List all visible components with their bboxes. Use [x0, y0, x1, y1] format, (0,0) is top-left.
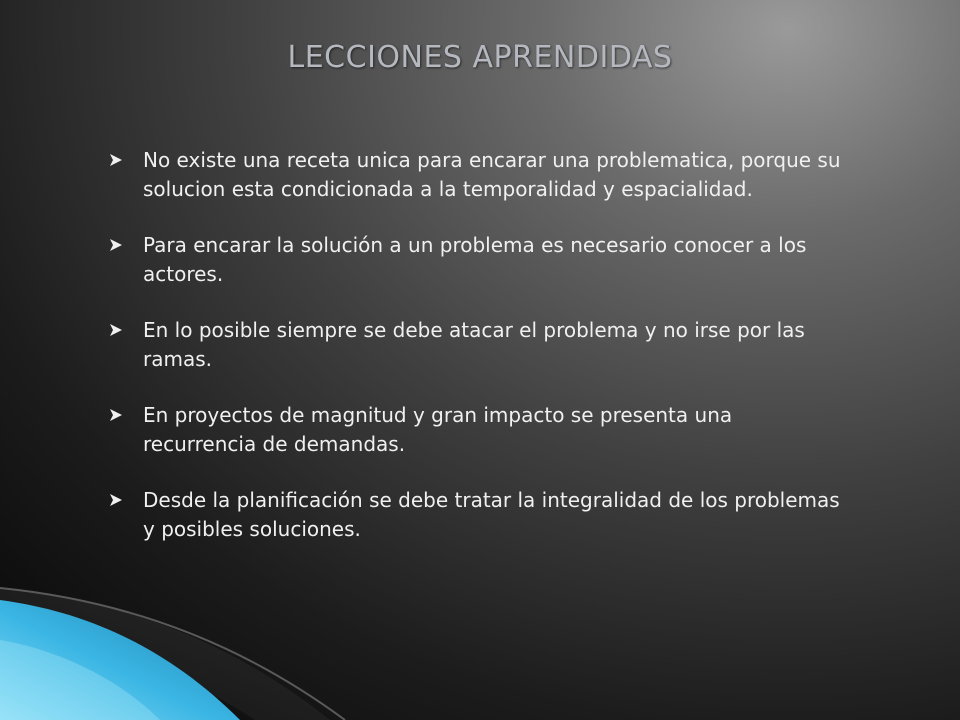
bullet-item [106, 146, 846, 203]
bullet-text: Desde la planificación se debe tratar la integralidad de los problemas y posibles soluciones. [143, 488, 840, 541]
arrowhead-bullet-icon [109, 146, 133, 175]
slide-title: LECCIONES APRENDIDAS [287, 40, 673, 75]
arrowhead-bullet-icon [109, 316, 133, 345]
bullet-text: En lo posible siempre se debe atacar el problema y no irse por las ramas. [143, 318, 805, 371]
arrowhead-bullet-icon [109, 231, 133, 260]
arrowhead-bullet-icon [109, 486, 133, 515]
bullet-text: En proyectos de magnitud y gran impacto se presenta una recurrencia de demandas. [143, 403, 733, 456]
bullet-list [106, 146, 846, 571]
arrowhead-bullet-icon [109, 401, 133, 430]
bullet-item [106, 231, 846, 288]
bullet-text: No existe una receta unica para encarar una problematica, porque su solucion esta condicionada a la temporalidad y espacialidad. [143, 148, 841, 201]
bullet-item [106, 401, 846, 458]
bullet-text: Para encarar la solución a un problema es necesario conocer a los actores. [143, 233, 807, 286]
bullet-item [106, 486, 846, 543]
bullet-item [106, 316, 846, 373]
